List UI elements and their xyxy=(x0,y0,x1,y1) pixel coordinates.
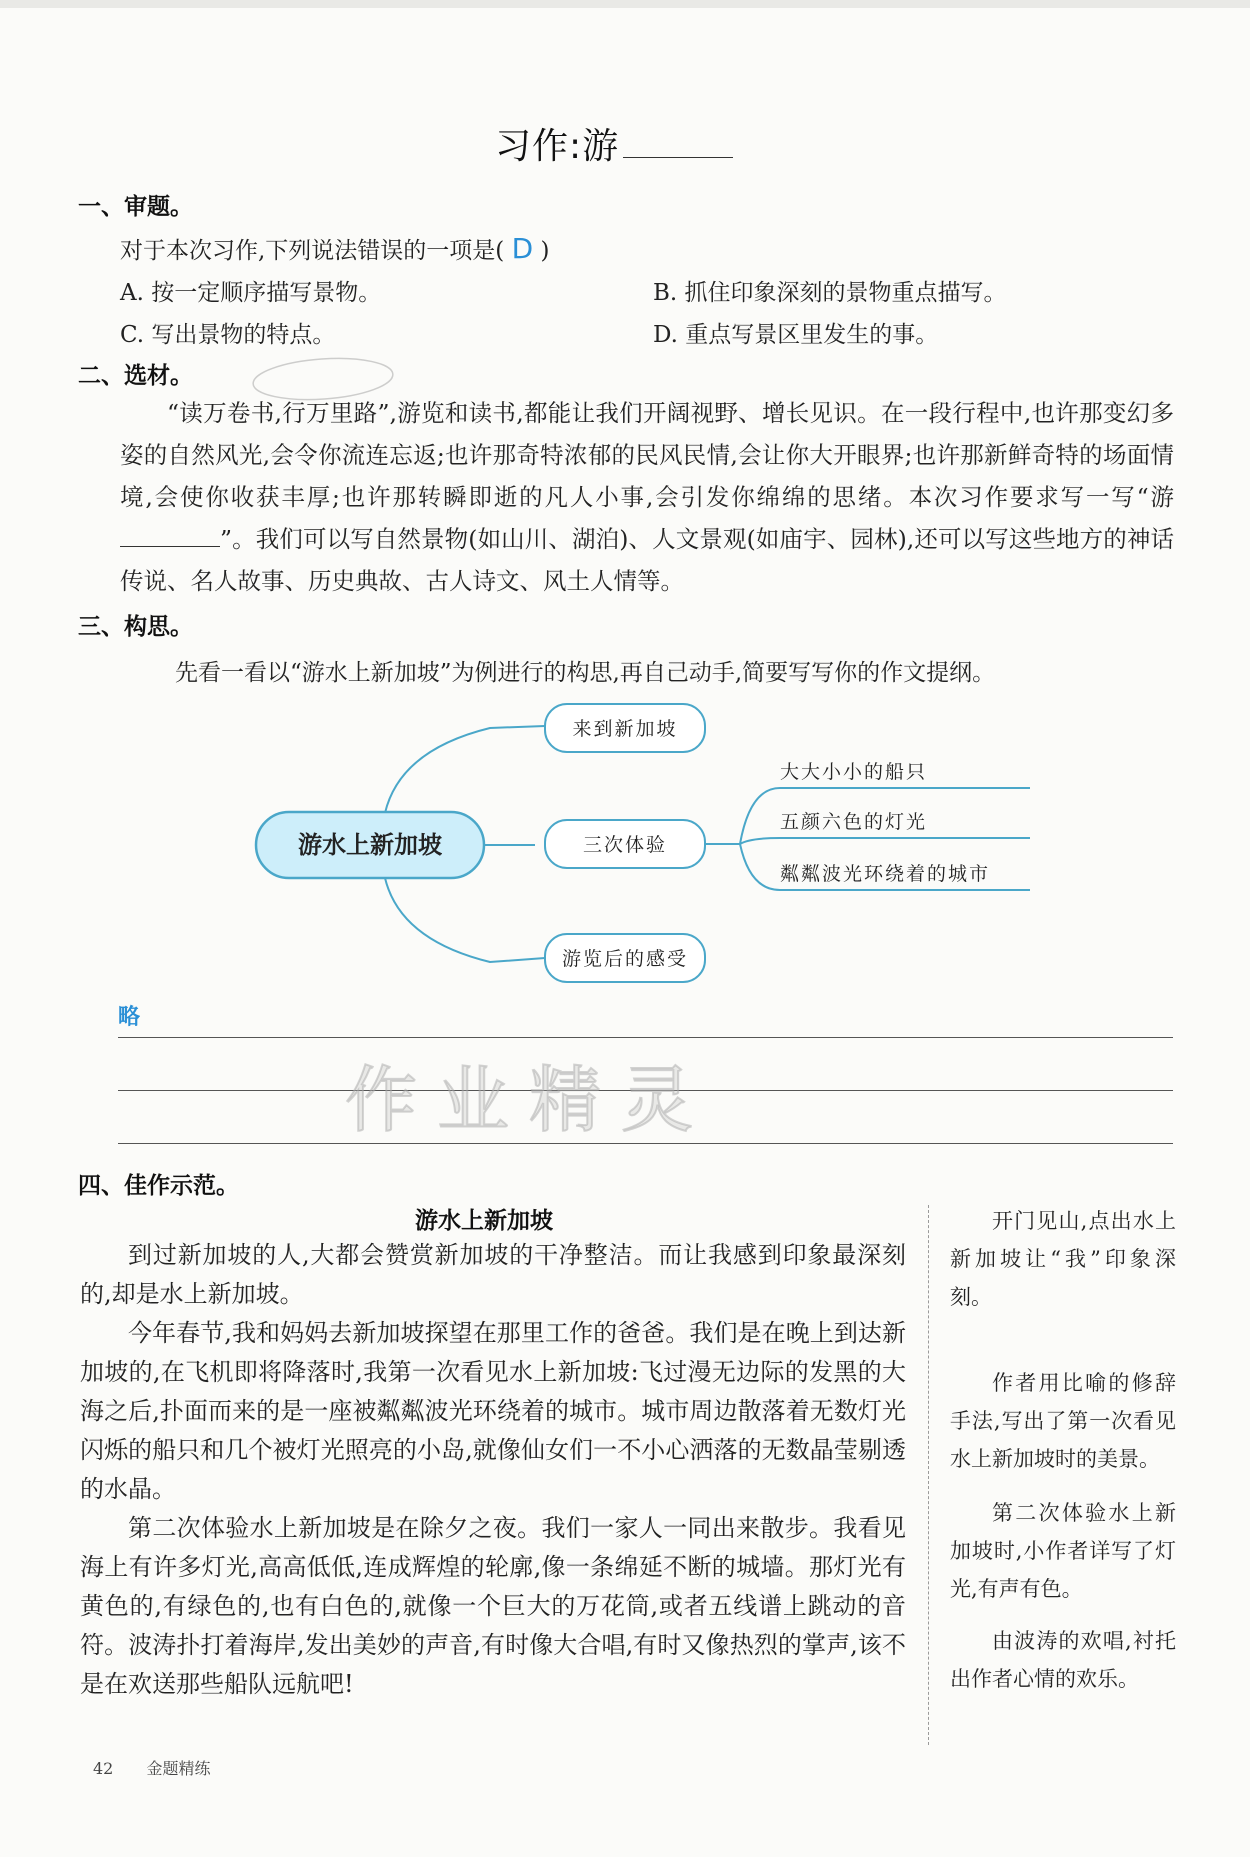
section2-text-2: ”。我们可以写自然景物(如山川、湖泊)、人文景观(如庙宇、园林),还可以写这些地方的神话传说、名人故事、历史典故、古人诗文、风土人情等。 xyxy=(120,525,1174,595)
essay-title: 游水上新加坡 xyxy=(415,1208,553,1234)
page-number: 42 xyxy=(93,1759,114,1778)
section4-heading: 四、佳作示范。 xyxy=(78,1173,239,1199)
note-1: 开门见山,点出水上新加坡让“我”印象深刻。 xyxy=(950,1209,1176,1309)
page-footer xyxy=(93,1756,238,1779)
answer-note: 略 xyxy=(118,1004,141,1030)
section1-heading: 一、审题。 xyxy=(78,194,193,220)
question-line xyxy=(120,232,549,265)
section3-heading: 三、构思。 xyxy=(78,614,193,640)
option-c: C. 写出景物的特点。 xyxy=(120,322,336,348)
leaf-3: 粼粼波光环绕着的城市 xyxy=(780,863,991,885)
question-close: ) xyxy=(540,238,550,264)
mind-map xyxy=(250,690,1050,990)
answer-mark: D xyxy=(511,232,534,265)
connector-bottom xyxy=(385,878,545,962)
connector-leaf-2 xyxy=(740,838,1030,844)
section2-paragraph xyxy=(120,392,1174,602)
option-d: D. 重点写景区里发生的事。 xyxy=(653,322,939,348)
page-top-edge xyxy=(0,0,1250,8)
section2-heading: 二、选材。 xyxy=(78,363,193,389)
top-label: 来到新加坡 xyxy=(572,718,678,740)
middle-label: 三次体验 xyxy=(582,834,668,856)
leaf-1: 大大小小的船只 xyxy=(780,761,928,783)
center-label: 游水上新加坡 xyxy=(298,831,442,859)
section3-intro: 先看一看以“游水上新加坡”为例进行的构思,再自己动手,简要写写你的作文提纲。 xyxy=(175,660,996,686)
essay-paragraph-2: 今年春节,我和妈妈去新加坡探望在那里工作的爸爸。我们是在晚上到达新加坡的,在飞机即将降落时,我第一次看见水上新加坡:飞过漫无边际的发黑的大海之后,扑面而来的是一座被粼粼波光环绕着的城市。城市周边散落着无数灯光闪烁的船只和几个被灯光照亮的小岛,就像仙女们一不小心洒落的无数晶莹剔透的水晶。 xyxy=(80,1319,906,1503)
bottom-label: 游览后的感受 xyxy=(561,948,689,970)
question-text: 对于本次习作,下列说法错误的一项是( xyxy=(120,238,505,264)
writing-line-1 xyxy=(118,1037,1173,1038)
connector-top xyxy=(385,726,545,813)
title-blank xyxy=(623,127,733,158)
notes-divider xyxy=(928,1205,929,1745)
note-4: 由波涛的欢唱,衬托出作者心情的欢乐。 xyxy=(950,1629,1176,1691)
watermark: 作业精灵 xyxy=(345,1058,714,1142)
note-2: 作者用比喻的修辞手法,写出了第一次看见水上新加坡时的美景。 xyxy=(950,1371,1176,1471)
title-text: 习作:游 xyxy=(495,126,620,167)
essay-body xyxy=(80,1236,906,1704)
essay-paragraph-1: 到过新加坡的人,大都会赞赏新加坡的干净整洁。而让我感到印象最深刻的,却是水上新加坡。 xyxy=(80,1241,906,1308)
essay-paragraph-3: 第二次体验水上新加坡是在除夕之夜。我们一家人一同出来散步。我看见海上有许多灯光,高高低低,连成辉煌的轮廓,像一条绵延不断的城墙。那灯光有黄色的,有绿色的,也有白色的,就像一个巨大的万花筒,或者五线谱上跳动的音符。波涛扑打着海岸,发出美妙的声音,有时像大合唱,有时又像热烈的掌声,该不是在欢送那些船队远航吧! xyxy=(80,1514,906,1698)
leaf-2: 五颜六色的灯光 xyxy=(780,811,928,833)
topic-blank xyxy=(120,524,220,547)
margin-notes xyxy=(950,1202,1176,1698)
note-3: 第二次体验水上新加坡时,小作者详写了灯光,有声有色。 xyxy=(950,1501,1176,1601)
page-title xyxy=(495,118,733,169)
section2-text-1: “读万卷书,行万里路”,游览和读书,都能让我们开阔视野、增长见识。在一段行程中,也许那变幻多姿的自然风光,会令你流连忘返;也许那奇特浓郁的民风民情,会让你大开眼界;也许那新鲜奇特的场面情境,会使你收获丰厚;也许那转瞬即逝的凡人小事,会引发你绵绵的思绪。本次习作要求写一写“游 xyxy=(120,399,1174,511)
book-name: 金题精练 xyxy=(146,1759,211,1778)
option-a: A. 按一定顺序描写景物。 xyxy=(120,280,382,306)
option-b: B. 抓住印象深刻的景物重点描写。 xyxy=(653,280,1007,306)
